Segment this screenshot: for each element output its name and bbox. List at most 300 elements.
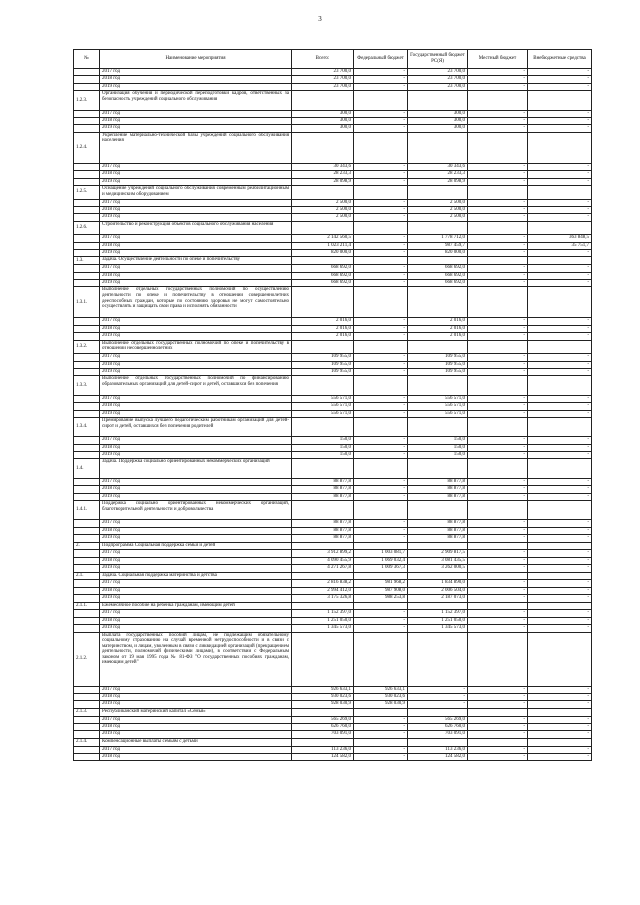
measure-row	[74, 417, 592, 436]
cell-extra: -	[528, 206, 592, 213]
row-measure-name: Организация обучения и периодической переподготовки кадров, ответственных за безопасность учреждений социального обслуживания	[100, 91, 292, 110]
cell-extra: -	[528, 716, 592, 723]
year-row	[74, 403, 592, 410]
cell-state: 3 081 435,5	[408, 557, 468, 564]
empty-cell	[528, 459, 592, 478]
row-code: 2.1.2.	[74, 632, 100, 686]
cell-extra: -	[528, 437, 592, 444]
cell-extra: -	[528, 403, 592, 410]
cell-total: 1 345 573,0	[292, 625, 354, 632]
cell-local: -	[468, 333, 528, 340]
year-row	[74, 83, 592, 90]
measure-row	[74, 132, 592, 163]
row-code	[74, 550, 100, 557]
cell-total: 1 023 211,4	[292, 242, 354, 249]
cell-local: -	[468, 527, 528, 534]
empty-cell	[468, 417, 528, 436]
year-row	[74, 580, 592, 587]
row-code	[74, 333, 100, 340]
row-code	[74, 163, 100, 170]
cell-total: 109 955,0	[292, 361, 354, 368]
year-row	[74, 325, 592, 332]
cell-total: 124 582,0	[292, 754, 354, 761]
cell-state: 987 459,7	[408, 242, 468, 249]
row-code: 2.	[74, 542, 100, 550]
row-code	[74, 242, 100, 249]
cell-federal: -	[354, 527, 408, 534]
row-measure-name: Задача. Осуществление деятельности по опеке и попечительству	[100, 257, 292, 265]
year-row	[74, 354, 592, 361]
cell-local: -	[468, 716, 528, 723]
row-code	[74, 171, 100, 178]
cell-extra: -	[528, 368, 592, 375]
row-measure-name: Республиканский материнский капитал «Семья»	[100, 708, 292, 716]
cell-total: 3 912 899,2	[292, 550, 354, 557]
empty-cell	[354, 132, 408, 163]
row-year: 2018 год	[100, 325, 292, 332]
cell-local: -	[468, 265, 528, 272]
cell-extra: -	[528, 318, 592, 325]
cell-federal: -	[354, 368, 408, 375]
row-year: 2019 год	[100, 701, 292, 708]
empty-cell	[408, 572, 468, 580]
row-code	[74, 272, 100, 279]
row-year: 2018 год	[100, 272, 292, 279]
cell-local: -	[468, 250, 528, 257]
page-number: 3	[318, 15, 322, 23]
cell-extra: -	[528, 493, 592, 500]
cell-local: -	[468, 125, 528, 132]
cell-local: -	[468, 280, 528, 287]
empty-cell	[408, 257, 468, 265]
cell-local: -	[468, 625, 528, 632]
row-code	[74, 746, 100, 753]
cell-local: -	[468, 178, 528, 185]
year-row	[74, 754, 592, 761]
cell-total: 2 500,0	[292, 206, 354, 213]
cell-federal: -	[354, 250, 408, 257]
year-row	[74, 199, 592, 206]
cell-local: -	[468, 724, 528, 731]
measure-row	[74, 542, 592, 550]
measure-row	[74, 572, 592, 580]
cell-federal: -	[354, 535, 408, 542]
cell-total: 150,0	[292, 437, 354, 444]
cell-local: -	[468, 580, 528, 587]
cell-local: -	[468, 242, 528, 249]
empty-cell	[354, 376, 408, 395]
row-year: 2018 год	[100, 486, 292, 493]
cell-total: 4 271 267,8	[292, 565, 354, 572]
row-code	[74, 486, 100, 493]
cell-local: -	[468, 235, 528, 242]
cell-extra: -	[528, 171, 592, 178]
cell-total: 2 016,0	[292, 333, 354, 340]
measure-row	[74, 632, 592, 686]
empty-cell	[408, 501, 468, 520]
cell-federal: -	[354, 110, 408, 117]
empty-cell	[528, 542, 592, 550]
cell-local: -	[468, 694, 528, 701]
cell-state: 300,0	[408, 117, 468, 124]
cell-state: 88 877,8	[408, 527, 468, 534]
header-name: Наименование мероприятия	[100, 50, 292, 69]
cell-local: -	[468, 565, 528, 572]
row-code: 2.1.1.	[74, 602, 100, 610]
cell-extra: -	[528, 610, 592, 617]
table-header-row	[74, 50, 592, 69]
cell-extra: -	[528, 199, 592, 206]
row-code	[74, 265, 100, 272]
empty-cell	[408, 632, 468, 686]
row-code	[74, 452, 100, 459]
cell-total: 88 877,8	[292, 478, 354, 485]
measure-row	[74, 91, 592, 110]
cell-state: 2 016,0	[408, 318, 468, 325]
cell-federal: -	[354, 444, 408, 451]
cell-federal: -	[354, 242, 408, 249]
cell-state: 2 187 073,0	[408, 595, 468, 602]
row-measure-name: Поддержка социально ориентированных некоммерческих организаций, благотворительной деятельности и добровольчества	[100, 501, 292, 520]
row-code	[74, 731, 100, 738]
year-row	[74, 617, 592, 624]
header-federal: Федеральный бюджет	[354, 50, 408, 69]
empty-cell	[354, 708, 408, 716]
year-row	[74, 163, 592, 170]
year-row	[74, 333, 592, 340]
row-code	[74, 478, 100, 485]
cell-federal: -	[354, 724, 408, 731]
cell-federal: 987 908,0	[354, 587, 408, 594]
cell-state: 668 692,0	[408, 265, 468, 272]
empty-cell	[528, 91, 592, 110]
cell-extra: -	[528, 361, 592, 368]
empty-cell	[468, 91, 528, 110]
empty-cell	[408, 708, 468, 716]
year-row	[74, 565, 592, 572]
row-code	[74, 280, 100, 287]
row-year: 2017 год	[100, 265, 292, 272]
empty-cell	[292, 376, 354, 395]
empty-cell	[528, 185, 592, 199]
year-row	[74, 272, 592, 279]
cell-federal: -	[354, 76, 408, 83]
empty-cell	[292, 287, 354, 318]
cell-total: 113 236,0	[292, 746, 354, 753]
cell-state: 88 877,8	[408, 486, 468, 493]
row-year: 2018 год	[100, 444, 292, 451]
row-code	[74, 694, 100, 701]
cell-extra: -	[528, 550, 592, 557]
empty-cell	[528, 708, 592, 716]
year-row	[74, 318, 592, 325]
year-row	[74, 76, 592, 83]
cell-federal: 1 009 367,3	[354, 565, 408, 572]
cell-total: 1 251 050,0	[292, 617, 354, 624]
measure-row	[74, 257, 592, 265]
row-code	[74, 625, 100, 632]
row-code	[74, 724, 100, 731]
cell-federal: -	[354, 83, 408, 90]
cell-total: 928 030,9	[292, 701, 354, 708]
cell-local: -	[468, 361, 528, 368]
cell-local: -	[468, 354, 528, 361]
row-year: 2017 год	[100, 610, 292, 617]
cell-federal: -	[354, 625, 408, 632]
row-code	[74, 444, 100, 451]
cell-state: 703 091,0	[408, 731, 468, 738]
row-code: 1.3.1.	[74, 287, 100, 318]
cell-local: -	[468, 610, 528, 617]
row-year: 2018 год	[100, 171, 292, 178]
empty-cell	[354, 91, 408, 110]
empty-cell	[528, 221, 592, 235]
cell-local: -	[468, 403, 528, 410]
year-row	[74, 557, 592, 564]
cell-state: 109 955,0	[408, 368, 468, 375]
row-code: 2.1.	[74, 572, 100, 580]
year-row	[74, 527, 592, 534]
row-code	[74, 403, 100, 410]
cell-state: 109 955,0	[408, 354, 468, 361]
row-year: 2019 год	[100, 368, 292, 375]
row-year: 2017 год	[100, 199, 292, 206]
cell-state: 113 236,0	[408, 746, 468, 753]
header-local: Местный бюджет	[468, 50, 528, 69]
row-code	[74, 701, 100, 708]
empty-cell	[292, 632, 354, 686]
cell-extra: -	[528, 587, 592, 594]
cell-local: -	[468, 444, 528, 451]
cell-extra: -	[528, 395, 592, 402]
row-year: 2018 год	[100, 557, 292, 564]
cell-total: 820 000,0	[292, 250, 354, 257]
cell-extra: -	[528, 478, 592, 485]
empty-cell	[354, 542, 408, 550]
cell-state: 88 877,8	[408, 493, 468, 500]
empty-cell	[408, 738, 468, 746]
table-body	[74, 69, 592, 761]
cell-state: 88 877,8	[408, 535, 468, 542]
row-code	[74, 110, 100, 117]
cell-total: 2 016,0	[292, 318, 354, 325]
cell-federal: -	[354, 403, 408, 410]
cell-federal: 928 030,9	[354, 701, 408, 708]
cell-federal: -	[354, 69, 408, 76]
row-code	[74, 368, 100, 375]
cell-state: 1 834 890,0	[408, 580, 468, 587]
row-code	[74, 716, 100, 723]
row-measure-name: Оснащение учреждений социального обслуживания современным реабилитационным и медицинским оборудованием	[100, 185, 292, 199]
empty-cell	[468, 542, 528, 550]
empty-cell	[408, 542, 468, 550]
header-state: Государственный бюджет РС(Я)	[408, 50, 468, 69]
empty-cell	[354, 185, 408, 199]
cell-state: 1 152 397,0	[408, 610, 468, 617]
cell-local: -	[468, 478, 528, 485]
row-code	[74, 354, 100, 361]
cell-state: -	[408, 686, 468, 693]
year-row	[74, 595, 592, 602]
cell-state: 150,0	[408, 452, 468, 459]
cell-local: -	[468, 76, 528, 83]
year-row	[74, 125, 592, 132]
row-year: 2017 год	[100, 69, 292, 76]
empty-cell	[354, 287, 408, 318]
row-year: 2017 год	[100, 110, 292, 117]
year-row	[74, 701, 592, 708]
empty-cell	[528, 501, 592, 520]
cell-federal: -	[354, 610, 408, 617]
cell-local: -	[468, 535, 528, 542]
cell-local: -	[468, 395, 528, 402]
empty-cell	[292, 708, 354, 716]
cell-total: 109 955,0	[292, 368, 354, 375]
row-code	[74, 318, 100, 325]
year-row	[74, 478, 592, 485]
row-measure-name: Премирование выпуска лучшего педагогическим работникам организаций для детей-сирот и детей, оставшихся без попечения родителей	[100, 417, 292, 436]
cell-federal: -	[354, 410, 408, 417]
cell-state: 124 582,0	[408, 754, 468, 761]
row-measure-name: Ежемесячное пособие на ребенка гражданам, имеющим детей	[100, 602, 292, 610]
cell-federal: -	[354, 617, 408, 624]
cell-extra: -	[528, 333, 592, 340]
cell-extra: -	[528, 178, 592, 185]
row-code	[74, 557, 100, 564]
cell-total: 2 142 560,5	[292, 235, 354, 242]
cell-federal: 1 069 032,4	[354, 557, 408, 564]
year-row	[74, 214, 592, 221]
empty-cell	[528, 417, 592, 436]
empty-cell	[408, 185, 468, 199]
year-row	[74, 686, 592, 693]
cell-federal: 930 023,6	[354, 694, 408, 701]
cell-local: -	[468, 754, 528, 761]
cell-federal: -	[354, 265, 408, 272]
cell-federal: -	[354, 117, 408, 124]
row-code	[74, 199, 100, 206]
empty-cell	[528, 132, 592, 163]
cell-federal: 988 253,8	[354, 595, 408, 602]
row-code	[74, 610, 100, 617]
cell-extra: -	[528, 746, 592, 753]
empty-cell	[528, 632, 592, 686]
measure-row	[74, 602, 592, 610]
row-year: 2018 год	[100, 617, 292, 624]
cell-local: -	[468, 746, 528, 753]
cell-local: -	[468, 595, 528, 602]
empty-cell	[468, 287, 528, 318]
year-row	[74, 178, 592, 185]
cell-federal: -	[354, 333, 408, 340]
cell-total: 2 994 412,0	[292, 587, 354, 594]
row-year: 2019 год	[100, 83, 292, 90]
empty-cell	[468, 257, 528, 265]
cell-extra: -	[528, 724, 592, 731]
empty-cell	[292, 459, 354, 478]
empty-cell	[408, 459, 468, 478]
cell-local: -	[468, 272, 528, 279]
cell-state: 150,0	[408, 444, 468, 451]
row-year: 2019 год	[100, 535, 292, 542]
cell-federal: -	[354, 318, 408, 325]
cell-extra: -	[528, 214, 592, 221]
cell-local: -	[468, 110, 528, 117]
row-year: 2019 год	[100, 625, 292, 632]
cell-total: 300,0	[292, 117, 354, 124]
empty-cell	[292, 542, 354, 550]
cell-state: 150,0	[408, 437, 468, 444]
cell-local: -	[468, 557, 528, 564]
cell-state: 668 692,0	[408, 280, 468, 287]
cell-total: 88 877,8	[292, 527, 354, 534]
row-year: 2017 год	[100, 437, 292, 444]
cell-local: -	[468, 318, 528, 325]
empty-cell	[292, 91, 354, 110]
row-year: 2018 год	[100, 206, 292, 213]
cell-extra: -	[528, 163, 592, 170]
row-code: 1.2.4.	[74, 132, 100, 163]
row-year: 2017 год	[100, 235, 292, 242]
cell-total: 150,0	[292, 452, 354, 459]
cell-local: -	[468, 587, 528, 594]
year-row	[74, 486, 592, 493]
empty-cell	[292, 501, 354, 520]
row-code	[74, 617, 100, 624]
empty-cell	[408, 376, 468, 395]
row-measure-name: Выплата государственных пособий лицам, не подлежащим обязательному социальному страхованию на случай временной нетрудоспособности и в связи с материнством, и лицам, уволенным в связи с ликвидацией организаций (прекращением деятельности, полномочий физическими лицами), в соответствии с Федеральным законом от 19 мая 1995 года № 81-ФЗ "О государственных пособиях гражданам, имеющим детей"	[100, 632, 292, 686]
year-row	[74, 110, 592, 117]
cell-total: 30 343,6	[292, 163, 354, 170]
cell-extra: 363 848,5	[528, 235, 592, 242]
row-year: 2019 год	[100, 452, 292, 459]
row-measure-name: Укрепление материально-технической базы учреждений социального обслуживания населения	[100, 132, 292, 163]
row-year: 2018 год	[100, 724, 292, 731]
row-year: 2017 год	[100, 354, 292, 361]
row-code: 2.1.3.	[74, 708, 100, 716]
cell-extra: 35 751,7	[528, 242, 592, 249]
row-code	[74, 535, 100, 542]
cell-extra: -	[528, 354, 592, 361]
empty-cell	[528, 340, 592, 354]
cell-federal: -	[354, 354, 408, 361]
year-row	[74, 280, 592, 287]
row-code	[74, 250, 100, 257]
cell-federal: -	[354, 478, 408, 485]
cell-state: 300,0	[408, 110, 468, 117]
cell-federal: -	[354, 235, 408, 242]
row-year: 2018 год	[100, 527, 292, 534]
cell-total: 703 091,0	[292, 731, 354, 738]
row-year: 2017 год	[100, 520, 292, 527]
empty-cell	[354, 221, 408, 235]
year-row	[74, 724, 592, 731]
cell-state: 626 760,0	[408, 724, 468, 731]
empty-cell	[292, 132, 354, 163]
cell-state: -	[408, 701, 468, 708]
row-code	[74, 83, 100, 90]
row-year: 2019 год	[100, 333, 292, 340]
cell-total: 3 175 326,8	[292, 595, 354, 602]
measure-row	[74, 738, 592, 746]
cell-federal: -	[354, 199, 408, 206]
cell-total: 668 692,0	[292, 265, 354, 272]
cell-state: 556 571,0	[408, 395, 468, 402]
empty-cell	[528, 257, 592, 265]
row-year: 2017 год	[100, 746, 292, 753]
cell-local: -	[468, 117, 528, 124]
cell-federal: -	[354, 125, 408, 132]
